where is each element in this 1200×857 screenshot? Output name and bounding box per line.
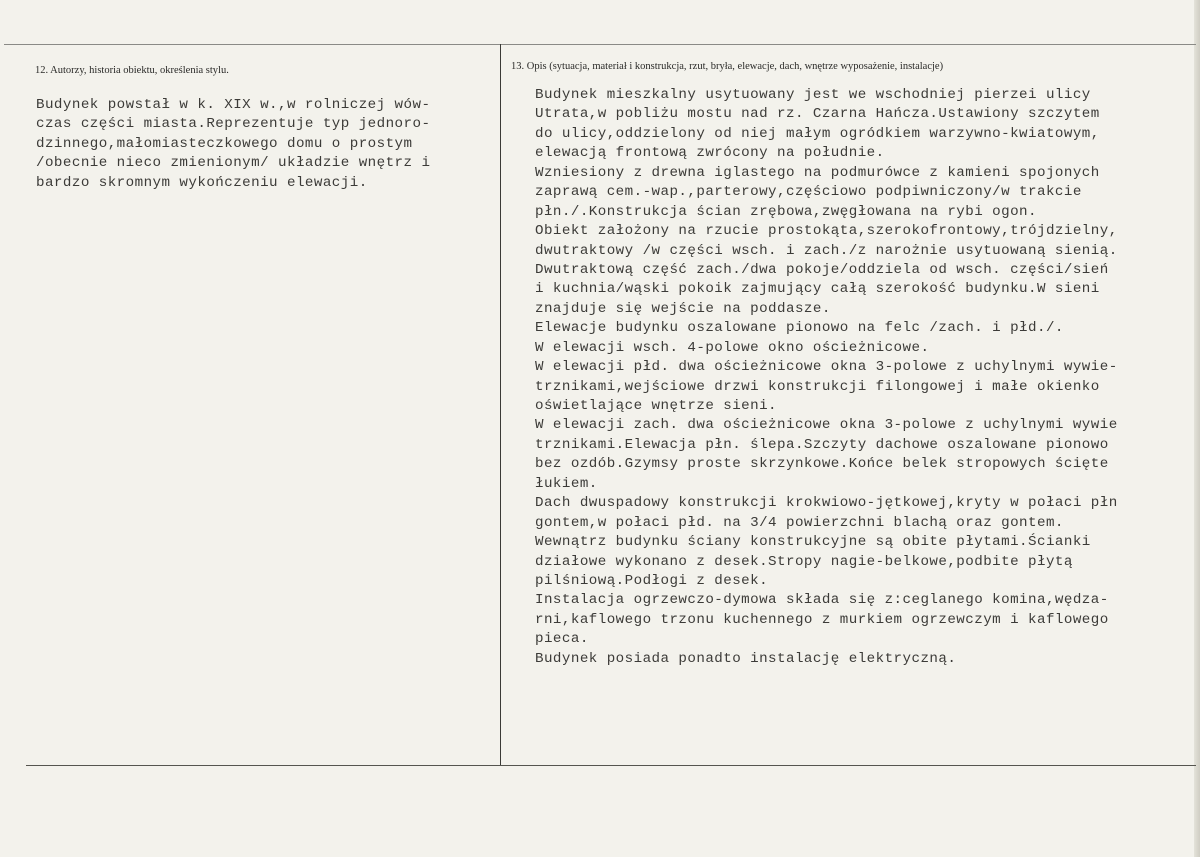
text-line: W elewacji zach. dwa ościeżnicowe okna 3-polowe z uchylnymi wywie	[535, 417, 1118, 434]
text-line: do ulicy,oddzielony od niej małym ogródkiem warzywno-kwiatowym,	[535, 125, 1100, 142]
text-line: W elewacji płd. dwa ościeżnicowe okna 3-polowe z uchylnymi wywie-	[535, 359, 1118, 376]
text-line: bardzo skromnym wykończeniu elewacji.	[36, 174, 368, 191]
text-line: łukiem.	[535, 475, 598, 492]
text-line: płn./.Konstrukcja ścian zrębowa,zwęgłowana na rybi ogon.	[535, 203, 1037, 220]
text-line: Wewnątrz budynku ściany konstrukcyjne są obite płytami.Ścianki	[535, 534, 1091, 551]
text-line: i kuchnia/wąski pokoik zajmujący całą szerokość budynku.W sieni	[535, 281, 1100, 298]
text-line: bez ozdób.Gzymsy proste skrzynkowe.Końce belek stropowych ścięte	[535, 456, 1109, 473]
text-line: dwutraktowy /w części wsch. i zach./z narożnie usytuowaną sienią.	[535, 242, 1118, 259]
text-line: dzinnego,małomiasteczkowego domu o prostym	[36, 135, 413, 152]
text-line: Budynek mieszkalny usytuowany jest we wschodniej pierzei ulicy	[535, 87, 1091, 103]
text-line: Dach dwuspadowy konstrukcji krokwiowo-jętkowej,kryty w połaci płn	[535, 495, 1118, 512]
text-line: znajduje się wejście na poddasze.	[535, 300, 831, 317]
section-12-header: 12. Autorzy, historia obiektu, określenia stylu.	[35, 65, 229, 76]
text-line: pilśniową.Podłogi z desek.	[535, 572, 769, 589]
text-line: gontem,w połaci płd. na 3/4 powierzchni blachą oraz gontem.	[535, 514, 1064, 531]
text-line: Dwutraktową część zach./dwa pokoje/oddziela od wsch. części/sień	[535, 261, 1109, 278]
text-line: Elewacje budynku oszalowane pionowo na felc /zach. i płd./.	[535, 320, 1064, 337]
text-line: pieca.	[535, 631, 589, 648]
text-line: Obiekt założony na rzucie prostokąta,szerokofrontowy,trójdzielny,	[535, 223, 1118, 240]
text-line: Budynek posiada ponadto instalację elektryczną.	[535, 650, 957, 667]
text-line: Wzniesiony z drewna iglastego na podmurówce z kamieni spojonych	[535, 164, 1100, 181]
text-line: /obecnie nieco zmienionym/ układzie wnętrz i	[36, 155, 431, 172]
text-line: działowe wykonano z desek.Stropy nagie-belkowe,podbite płytą	[535, 553, 1073, 570]
section-12-text	[36, 96, 430, 193]
text-line: elewacją frontową zwrócony na południe.	[535, 145, 885, 162]
section-13-text	[535, 86, 1118, 669]
text-line: oświetlające wnętrze sieni.	[535, 398, 778, 414]
section-13-header: 13. Opis (sytuacja, materiał i konstrukcja, rzut, bryła, elewacje, dach, wnętrze wyposażenie, instalacje)	[511, 61, 944, 72]
text-line: trznikami.Elewacja płn. ślepa.Szczyty dachowe oszalowane pionowo	[535, 436, 1109, 453]
text-line: rni,kaflowego trzonu kuchennego z murkiem ogrzewczym i kaflowego	[535, 611, 1109, 628]
text-line: Utrata,w pobliżu mostu nad rz. Czarna Hańcza.Ustawiony szczytem	[535, 106, 1100, 123]
bottom-rule	[26, 765, 1196, 766]
column-divider	[500, 44, 501, 766]
text-line: czas części miasta.Reprezentuje typ jednoro-	[36, 116, 431, 133]
text-line: Instalacja ogrzewczo-dymowa składa się z:ceglanego komina,wędza-	[535, 592, 1109, 609]
text-line: W elewacji wsch. 4-polowe okno ościeżnicowe.	[535, 339, 930, 356]
top-rule	[4, 44, 1196, 45]
text-line: Budynek powstał w k. XIX w.,w rolniczej wów-	[36, 97, 431, 113]
card-edge-shadow	[1194, 0, 1200, 857]
text-line: trznikami,wejściowe drzwi konstrukcji filongowej i małe okienko	[535, 378, 1100, 395]
text-line: zaprawą cem.-wap.,parterowy,częściowo podpiwniczony/w trakcie	[535, 184, 1082, 201]
